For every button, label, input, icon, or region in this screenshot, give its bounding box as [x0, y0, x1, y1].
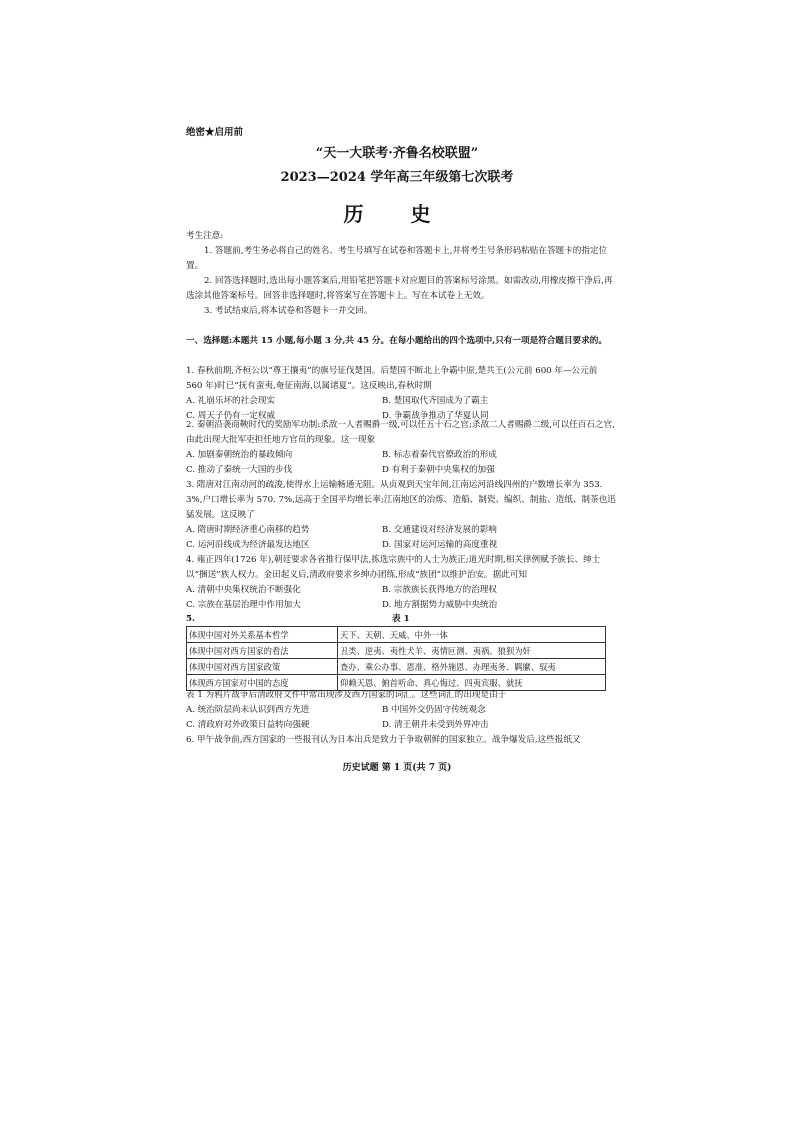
table-cell: 天下、天朝、天威、中外一体	[338, 627, 606, 643]
question-1	[186, 364, 616, 424]
option-list	[186, 583, 616, 613]
option-b: B. 交通建设对经济发展的影响	[382, 525, 497, 535]
table-cell: 体现中国对西方国家的看法	[187, 643, 338, 659]
table-row	[187, 643, 606, 659]
option-a: A. 隋唐时期经济重心南移的趋势	[186, 525, 310, 535]
option-c: C. 运河沿线成为经济最发达地区	[186, 540, 310, 550]
table-row	[187, 659, 606, 675]
notice-item: 1. 答题前,考生务必将自己的姓名、考生号填写在试卷和答题卡上,并将考生号条形码粘贴在答题卡的指定位置。	[186, 246, 608, 271]
option-c: C. 周天子仍有一定权威	[186, 411, 276, 421]
notice-title: 考生注意:	[186, 231, 224, 241]
table-row	[187, 627, 606, 643]
notice-list	[186, 244, 616, 319]
alliance-title: “天一大联考·齐鲁名校联盟”	[315, 146, 479, 161]
question-stem: 表 1 为鸦片战争后清政府文件中常出现涉及西方国家的词汇。这些词汇的出现是由于	[186, 690, 507, 700]
question-5-number: 5.	[186, 614, 195, 624]
question-stem: 3. 隋唐对江南动河的疏浚,使得水上运输畅通无阻。从贞观到天宝年间,江南运河沿线四州的户数增长率为 353. 3%,户口增长率为 570. 7%,远高于全国平均增长率;江南地区的冶炼、造船、制瓷、编织、制盐、造纸、制茶也迅猛发展。这反映了	[186, 480, 616, 520]
option-list	[186, 703, 616, 733]
table-cell: 体现中国对西方国家政策	[187, 659, 338, 675]
table-cell: 查办、乘公办事、恩准、格外施恩、办理夷务、羁縻、驭夷	[338, 659, 606, 675]
option-d: D. 国家对运河运输的高度重视	[382, 540, 498, 550]
option-b: B. 宗族族长获得地方的治理权	[382, 585, 497, 595]
option-c: C. 宗族在基层治理中作用加大	[186, 600, 301, 610]
option-d: D. 地方割据势力威胁中央统治	[382, 600, 498, 610]
question-stem: 4. 雍正四年(1726 年),朝廷要求各省推行保甲法,拣选宗族中的人士为族正;道光时期,相关律例赋予族长、绅士以“捆送”族人权力。金田起义后,清政府要求乡绅办团练,形成“族团”以维护治安。据此可知	[186, 555, 601, 580]
question-stem: 1. 春秋前期,齐桓公以“尊王攘夷”的旗号征伐楚国。后楚国不断北上争霸中原,楚共王(公元前 600 年—公元前 560 年)时已“抚有蛮夷,奄征南海,以属诸夏”。这反映出,春秋时期	[186, 366, 598, 391]
table-cell: 体现西方国家对中国的态度	[187, 675, 338, 691]
option-a: A. 加剧秦朝统治的暴政倾向	[186, 450, 293, 460]
question-stem: 6. 甲午战争前,西方国家的一些报刊认为日本出兵是致力于争取朝鲜的国家独立。战争爆发后,这些报纸又	[186, 735, 581, 745]
option-list	[186, 523, 616, 553]
question-4	[186, 553, 616, 613]
option-c: C. 清政府对外政策日益转向强硬	[186, 720, 310, 730]
page-footer: 历史试题 第 1 页(共 7 页)	[342, 763, 452, 773]
question-6	[186, 733, 616, 748]
notice-item: 3. 考试结束后,将本试卷和答题卡一并交回。	[204, 306, 373, 316]
option-d: D 有利于秦朝中央集权的加强	[382, 465, 495, 475]
subject-title: 历 史	[343, 202, 451, 226]
question-stem: 2. 秦朝沿袭商鞅时代的奖励军功制:杀敌一人者赐爵一级,可以任五十石之官;杀敌二人者赐爵二级,可以任百石之官,由此出现大批军吏担任地方官员的现象。这一现象	[186, 420, 615, 445]
option-b: B 中国外交仍固守传统观念	[382, 705, 486, 715]
option-a: A. 清朝中央集权统治不断强化	[186, 585, 301, 595]
option-d: D. 清王朝并未受到外界冲击	[382, 720, 489, 730]
table-cell: 丑类、逆夷、夷性犬羊、夷情叵测、夷祸、狼狈为奸	[338, 643, 606, 659]
vocabulary-table	[186, 626, 606, 691]
table-cell: 体现中国对外关系基本哲学	[187, 627, 338, 643]
table-cell: 仰赖天恩、俯首听命、真心悔过、四夷宾服、就抚	[338, 675, 606, 691]
option-c: C. 推动了秦统一大国的步伐	[186, 465, 293, 475]
option-a: A. 统治阶层尚未认识到西方先进	[186, 705, 310, 715]
section-heading: 一、选择题:本题共 15 小题,每小题 3 分,共 45 分。在每小题给出的四个选项中,只有一项是符合题目要求的。	[186, 336, 607, 346]
option-a: A. 礼崩乐坏的社会现实	[186, 396, 276, 406]
option-b: B. 楚国取代齐国成为了霸主	[382, 396, 489, 406]
option-list	[186, 448, 616, 478]
question-3	[186, 478, 616, 553]
notice-item: 2. 回答选择题时,选出每小题答案后,用铅笔把答题卡对应题目的答案标号涂黑。如需改动,用橡皮擦干净后,再选涂其他答案标号。回答非选择题时,将答案写在答题卡上。写在本试卷上无效。	[186, 276, 613, 301]
question-2	[186, 418, 616, 478]
option-d: D. 争霸战争推动了华夏认同	[382, 411, 489, 421]
table-caption: 表 1	[392, 614, 410, 624]
option-b: B. 标志着秦代官僚政治的形成	[382, 450, 497, 460]
question-5	[186, 688, 616, 733]
exam-title: 2023—2024 学年高三年级第七次联考	[280, 170, 514, 185]
secret-label: 绝密★启用前	[186, 127, 244, 138]
